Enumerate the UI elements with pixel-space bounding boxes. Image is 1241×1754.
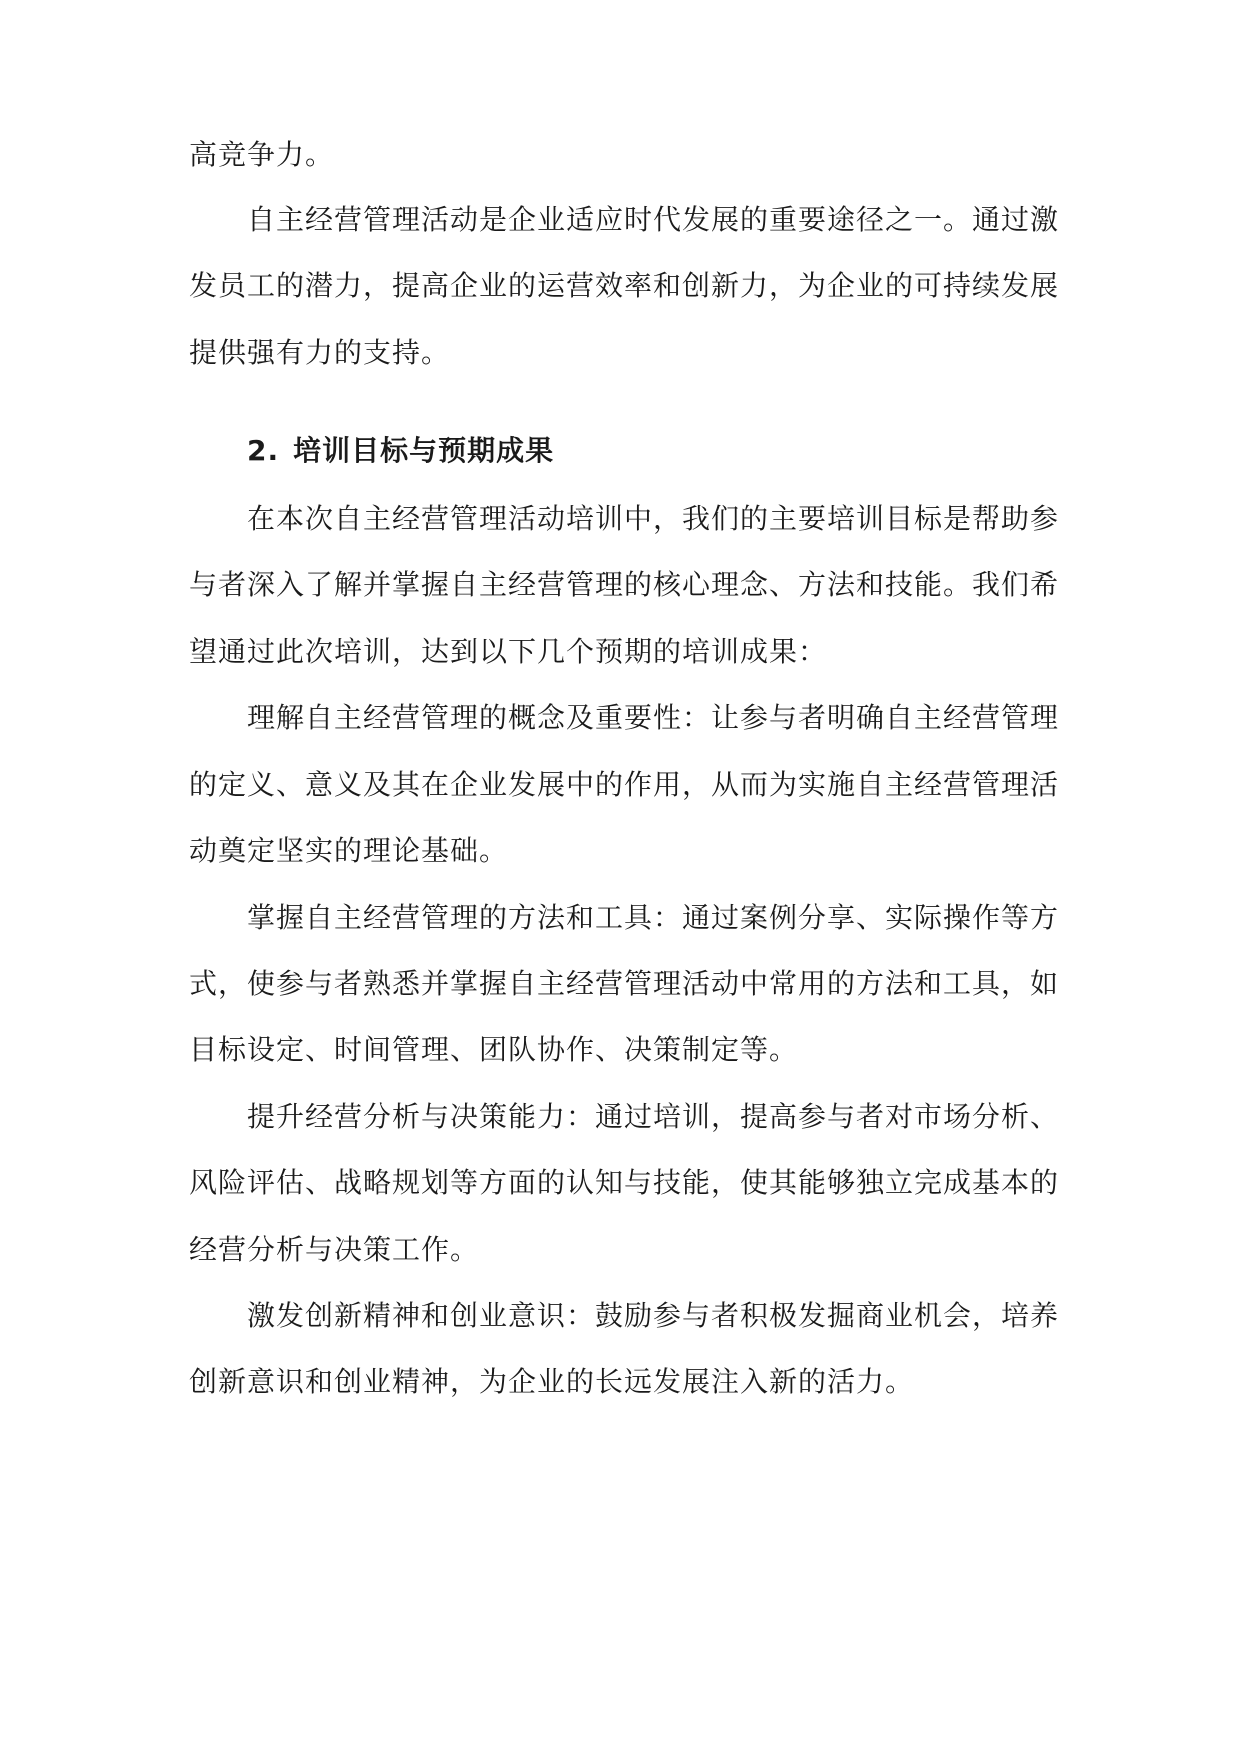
paragraph-line: 理解自主经营管理的概念及重要性：让参与者明确自主经营管理 — [247, 701, 1060, 734]
paragraph-line: 风险评估、战略规划等方面的认知与技能，使其能够独立完成基本的 — [189, 1166, 1060, 1199]
paragraph-line: 发员工的潜力，提高企业的运营效率和创新力，为企业的可持续发展 — [189, 269, 1060, 302]
section-title: 培训目标与预期成果 — [293, 434, 555, 467]
paragraph-line: 在本次自主经营管理活动培训中，我们的主要培训目标是帮助参 — [247, 502, 1060, 535]
paragraph-line: 与者深入了解并掌握自主经营管理的核心理念、方法和技能。我们希 — [189, 568, 1060, 601]
paragraph-line: 的定义、意义及其在企业发展中的作用，从而为实施自主经营管理活 — [189, 768, 1060, 801]
paragraph-line: 掌握自主经营管理的方法和工具：通过案例分享、实际操作等方 — [247, 901, 1060, 934]
paragraph-line: 创新意识和创业精神，为企业的长远发展注入新的活力。 — [189, 1365, 915, 1398]
paragraph-line: 激发创新精神和创业意识：鼓励参与者积极发掘商业机会，培养 — [247, 1299, 1060, 1332]
section-number: 2. — [247, 434, 280, 467]
paragraph-line: 经营分析与决策工作。 — [189, 1233, 480, 1266]
paragraph-line: 目标设定、时间管理、团队协作、决策制定等。 — [189, 1033, 799, 1066]
paragraph-line: 式，使参与者熟悉并掌握自主经营管理活动中常用的方法和工具，如 — [189, 967, 1060, 1000]
paragraph-line: 望通过此次培训，达到以下几个预期的培训成果： — [189, 635, 828, 668]
paragraph-line: 提供强有力的支持。 — [189, 336, 451, 369]
paragraph-line: 提升经营分析与决策能力：通过培训，提高参与者对市场分析、 — [247, 1100, 1060, 1133]
paragraph-line: 动奠定坚实的理论基础。 — [189, 834, 509, 867]
paragraph-line: 高竞争力。 — [189, 138, 335, 171]
section-heading — [247, 431, 1117, 471]
paragraph-line: 自主经营管理活动是企业适应时代发展的重要途径之一。通过激 — [247, 203, 1060, 236]
